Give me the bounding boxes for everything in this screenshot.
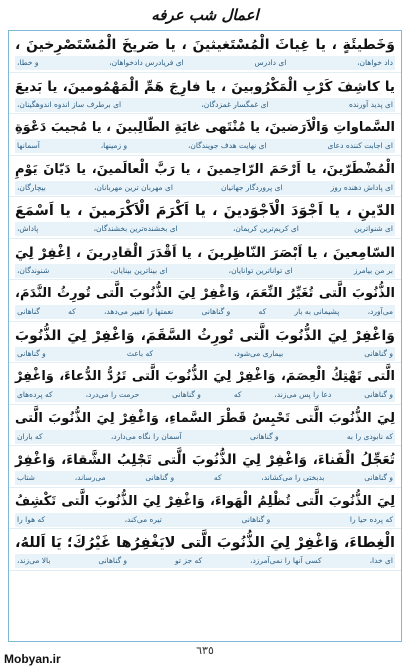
arabic-line: تُعَجِّلُ الْفَناءَ، وَاغْفِرْ لِيَ الذُّنُوبَ الَّتى تَجْلِبُ الشَّقاءَ، وَاغْفِرْ	[15, 452, 395, 468]
site-watermark-label: Mobyan.ir	[4, 652, 61, 666]
translation-segment: ای مهربان ترین مهربانان،	[94, 182, 173, 192]
translation-segment: دعا را پس می‌زند،	[274, 390, 332, 399]
persian-translation	[15, 305, 395, 319]
translation-segment: ای برطرف ساز اندوه اندوهگینان،	[17, 99, 122, 109]
translation-segment: شتاب	[17, 473, 35, 482]
translation-segment: آسمانها	[17, 141, 40, 150]
translation-segment: که	[213, 473, 222, 482]
translation-band	[15, 554, 395, 568]
translation-segment: ای نهایت هدف جویندگان،	[187, 141, 267, 150]
arabic-line: وَخَطيئَةٍ ، يا غِياثَ الْمُسْتَغيثينَ ، يا صَريخَ الْمُسْتَصْرِخينَ ،	[15, 37, 395, 53]
persian-translation	[15, 554, 395, 568]
text-row	[9, 280, 401, 322]
translation-segment: ای پاداش دهنده روز	[330, 182, 393, 192]
translation-segment: و گناهانی	[201, 307, 231, 316]
translation-segment: حرمت را می‌درد،	[85, 390, 140, 399]
translation-segment: ای دادرس	[254, 58, 287, 67]
translation-segment: و گناهانی	[172, 390, 201, 399]
translation-segment: بیماری می‌شود،	[234, 348, 284, 358]
translation-segment: که	[233, 390, 242, 399]
text-row	[9, 322, 401, 364]
arabic-line: السَّماواتِ وَالْاَرَضينَ، يا مُنْتَهى غايَةِ الطّالِبينَ ، يا مُجيبَ دَعْوَةِ	[14, 120, 395, 135]
translation-segment: که	[68, 307, 76, 316]
translation-segment: ای بیناترین بینایان،	[110, 265, 168, 275]
persian-translation	[15, 347, 395, 361]
translation-segment: بدبختی را می‌کشاند،	[261, 473, 325, 482]
translation-segment: و گناهانی	[364, 473, 393, 482]
persian-translation	[15, 56, 395, 70]
text-row	[9, 31, 401, 73]
translation-segment: ای تواناترین توانایان،	[228, 265, 293, 275]
arabic-line: الذُّنُوبَ الَّتى تُغَيِّرُ النِّعَمَ، وَاغْفِرْ لِيَ الذُّنُوبَ الَّتى تُورِثُ النَّدَمَ،	[15, 286, 395, 301]
translation-segment: که جز تو	[175, 556, 203, 565]
translation-segment: بر من بیامرز	[353, 265, 393, 275]
translation-segment: و گناهانی	[249, 431, 279, 441]
text-row	[9, 363, 401, 405]
persian-translation	[15, 139, 395, 153]
translation-segment: ای غمگسار غمزدگان،	[201, 99, 269, 109]
translation-band	[15, 471, 395, 485]
translation-segment: کسی آنها را نمی‌آمرزد،	[250, 556, 322, 565]
prayer-text-rows	[9, 31, 401, 571]
translation-band	[15, 388, 395, 402]
translation-segment: که پرده حیا را	[349, 514, 393, 524]
translation-segment: که نابودی را به	[346, 431, 393, 441]
persian-translation	[15, 430, 395, 444]
arabic-line: الْمُضْطَرّينَ، يا اَرْحَمَ الرّاحِمينَ ، يا رَبَّ الْعالَمينَ، يا دَيّانَ يَوْمِ	[15, 161, 395, 177]
arabic-line: يا كاشِفَ كَرْبِ الْمَكْرُوبينَ ، يا فارِجَ هَمِّ الْمَهْمُومينَ، يا بَديعَ	[15, 78, 395, 95]
text-row	[9, 239, 401, 281]
arabic-line: لِيَ الذُّنُوبَ الَّتى تُظْلِمُ الْهَواءَ، وَاغْفِرْ لِيَ الذُّنُوبَ الَّتى تَكْشِفُ	[15, 493, 395, 509]
translation-segment: که باعث	[126, 348, 154, 358]
persian-translation	[15, 471, 395, 485]
persian-translation	[15, 181, 395, 195]
persian-translation	[15, 222, 395, 236]
translation-segment: ای پروردگار جهانیان	[221, 182, 283, 192]
translation-segment: و گناهانی	[98, 556, 128, 565]
translation-segment: پاداش،	[17, 224, 39, 233]
translation-segment: نعمتها را تغییر می‌دهد،	[104, 307, 174, 316]
translation-segment: بیچارگان،	[17, 182, 46, 192]
translation-segment: و زمینها،	[100, 141, 128, 150]
text-row	[9, 114, 401, 156]
persian-translation	[15, 513, 395, 527]
persian-translation	[15, 388, 395, 402]
translation-band	[15, 430, 395, 444]
translation-segment: ای اجابت کننده دعای	[327, 141, 393, 150]
arabic-line: السّامِعينَ ، يا اَبْصَرَ النّاظِرينَ ، يا اَقْدَرَ الْقادِرينَ ، اِغْفِرْ لِيَ	[15, 244, 395, 261]
translation-segment: که پرده‌های	[17, 390, 53, 399]
text-row	[9, 446, 401, 488]
text-row	[9, 73, 401, 115]
translation-segment: می‌آورد،	[367, 307, 393, 316]
translation-band	[15, 513, 395, 527]
arabic-line: الدّينِ ، يا اَجْوَدَ الْاَجْوَدينَ ، يا اَكْرَمَ الْاَكْرَمينَ ، يا اَسْمَعَ	[15, 203, 395, 219]
translation-band	[15, 181, 395, 195]
arabic-line: الَّتى تَهْتِكُ الْعِصَمَ، وَاغْفِرْ لِيَ الذُّنُوبَ الَّتى تَرُدُّ الدُّعاءَ، وَاغْفِرْ	[15, 369, 395, 384]
translation-segment: پشیمانی به بار	[294, 307, 340, 316]
text-row	[9, 156, 401, 198]
text-row	[9, 488, 401, 530]
translation-segment: و گناهانی	[364, 390, 393, 399]
translation-segment: و گناهانی	[241, 514, 271, 524]
translation-segment: ای پدید آورنده	[348, 99, 393, 109]
translation-segment: که	[258, 307, 267, 316]
page-title: اعمال شب عرفه	[151, 6, 259, 24]
arabic-line: لِيَ الذُّنُوبَ الَّتى تَحْبِسُ قَطْرَ السَّماءِ، وَاغْفِرْ لِيَ الذُّنُوبَ الَّتى	[15, 410, 395, 426]
translation-segment: بالا می‌زند،	[17, 556, 51, 565]
arabic-line: وَاغْفِرْ لِيَ الذُّنُوبَ الَّتى تُورِثُ السَّقَمَ، وَاغْفِرْ لِيَ الذُّنُوبَ	[15, 327, 395, 344]
translation-band	[15, 56, 395, 70]
arabic-line: الْغِطاءَ، وَاغْفِرْ لِيَ الذُّنُوبَ الَّتى لايَغْفِرُها غَيْرُكَ؛ يَا اَللهُ،	[15, 535, 395, 551]
translation-band	[15, 264, 395, 278]
translation-segment: آسمان را نگاه می‌دارد،	[110, 431, 182, 441]
translation-segment: و گناهانی	[145, 473, 175, 482]
translation-segment: تیره می‌کند،	[124, 514, 162, 524]
translation-segment: و گناهانی	[364, 348, 393, 358]
translation-segment: گناهانی	[17, 307, 40, 316]
translation-segment: داد خواهان،	[357, 58, 393, 67]
text-row	[9, 405, 401, 447]
text-row	[9, 529, 401, 571]
translation-segment: که هوا را	[17, 514, 45, 524]
page-header	[0, 0, 410, 30]
translation-segment: ای شنواترین	[354, 224, 393, 233]
translation-segment: و خطا،	[17, 58, 39, 67]
translation-segment: ای فریادرس دادخواهان،	[109, 58, 184, 67]
translation-segment: شنوندگان،	[17, 265, 50, 275]
translation-segment: ای بخشنده‌ترین بخشندگان،	[93, 224, 178, 233]
translation-band	[15, 98, 395, 112]
translation-band	[15, 305, 395, 319]
translation-segment: که باران	[17, 431, 43, 441]
translation-band	[15, 347, 395, 361]
translation-segment: ای کریم‌ترین کریمان،	[232, 224, 299, 233]
page-number: ٦٣٥	[196, 644, 214, 657]
text-row	[9, 197, 401, 239]
persian-translation	[15, 264, 395, 278]
translation-band	[15, 139, 395, 153]
persian-translation	[15, 98, 395, 112]
translation-segment: ای خدا،	[369, 556, 393, 565]
translation-segment: می‌رساند،	[74, 473, 106, 482]
translation-segment: و گناهانی	[17, 348, 46, 358]
translation-band	[15, 222, 395, 236]
